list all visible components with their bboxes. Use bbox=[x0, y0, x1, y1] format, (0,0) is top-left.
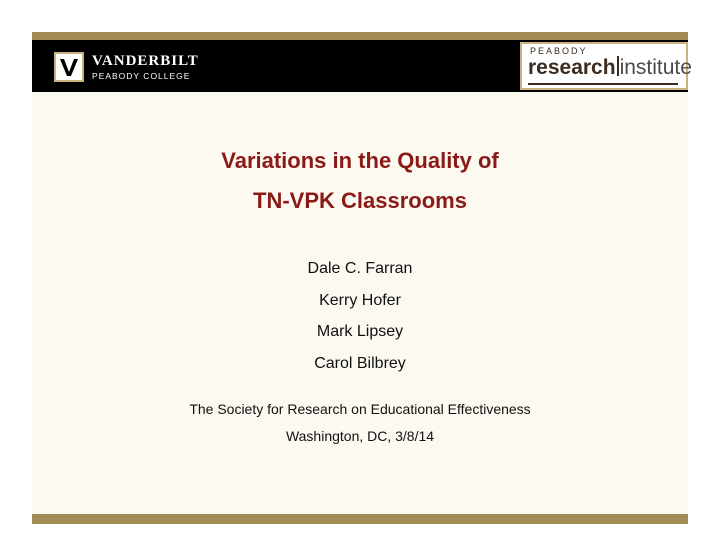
slide-title-line-1: Variations in the Quality of bbox=[221, 148, 499, 173]
venue-name: The Society for Research on Educational Effectiveness bbox=[189, 401, 531, 417]
title-slide bbox=[32, 32, 692, 524]
vanderbilt-logo bbox=[54, 50, 199, 84]
vanderbilt-wordmark: VANDERBILT bbox=[92, 52, 199, 69]
pri-underline bbox=[528, 83, 678, 85]
slide-title-line-2: TN-VPK Classrooms bbox=[253, 188, 467, 213]
top-gold-rule bbox=[32, 32, 688, 40]
vanderbilt-v-shield-icon bbox=[54, 52, 84, 82]
peabody-college-wordmark: PEABODY COLLEGE bbox=[92, 70, 191, 81]
author-name: Mark Lipsey bbox=[316, 323, 404, 340]
pri-institute-label: institute bbox=[619, 56, 692, 79]
author-name: Kerry Hofer bbox=[319, 292, 401, 309]
author-name: Carol Bilbrey bbox=[314, 355, 406, 372]
author-name: Dale C. Farran bbox=[307, 260, 413, 277]
pri-research-label: research bbox=[528, 56, 616, 79]
header-bar bbox=[32, 40, 692, 92]
bottom-gold-rule bbox=[32, 514, 688, 524]
pri-peabody-label: PEABODY bbox=[530, 46, 588, 56]
peabody-research-institute-logo bbox=[520, 42, 692, 90]
venue-location-date: Washington, DC, 3/8/14 bbox=[285, 428, 435, 444]
pri-divider bbox=[617, 56, 619, 76]
